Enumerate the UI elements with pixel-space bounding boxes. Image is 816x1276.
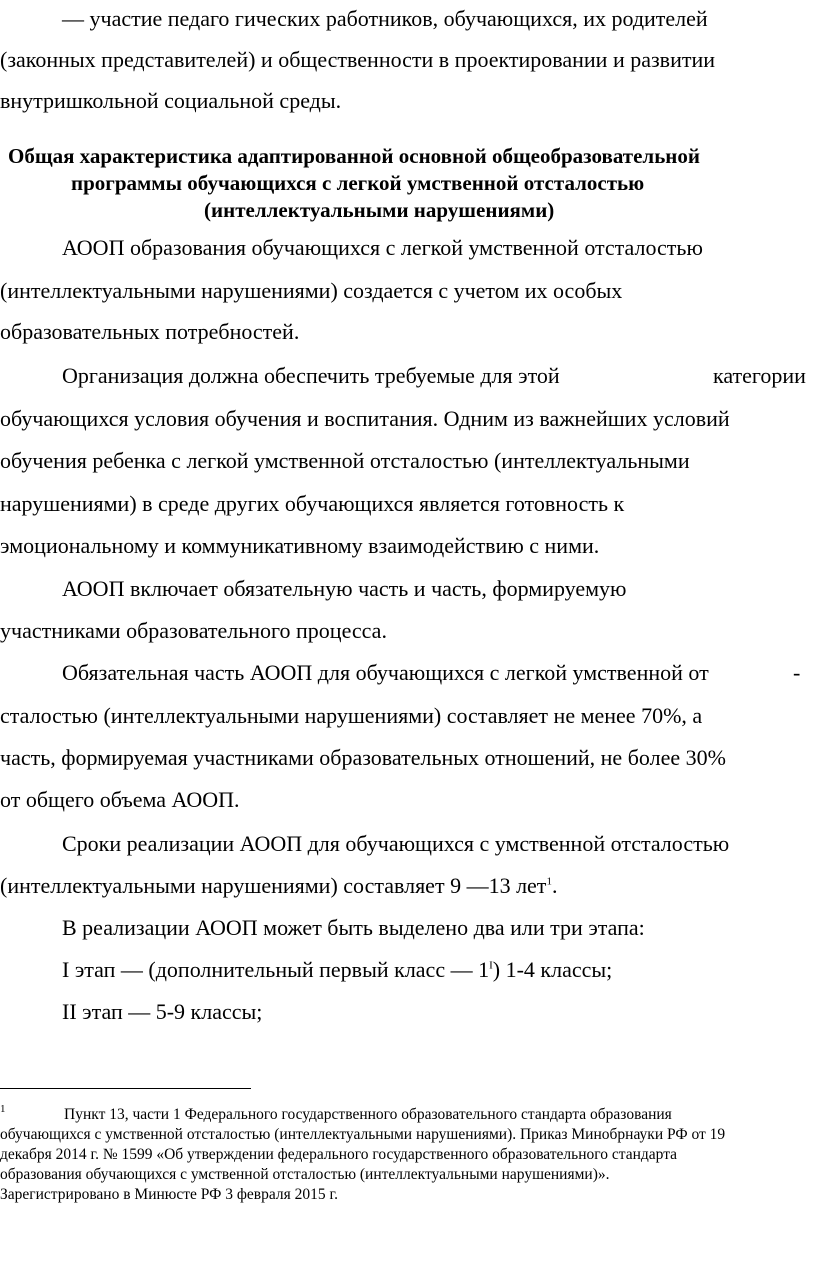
p5-line-2-end: . xyxy=(551,873,558,898)
intro-line-1: — участие педаго гических работников, обучающихся, их родителей xyxy=(62,6,708,31)
p2-line-2: обучающихся условия обучения и воспитания. Одним из важнейших условий xyxy=(0,406,730,431)
stage-1-sup: I xyxy=(489,959,493,972)
footnote-mark: 1 xyxy=(0,1103,6,1115)
stage-2: II этап — 5-9 классы; xyxy=(62,999,263,1024)
intro-line-2: (законных представителей) и общественности в проектировании и развитии xyxy=(0,47,715,72)
p6-line-1: В реализации АООП может быть выделено два или три этапа: xyxy=(62,915,645,940)
footnote-line-2: обучающихся с умственной отсталостью (интеллектуальными нарушениями). Приказ Минобрнауки РФ от 19 xyxy=(0,1126,726,1143)
footnote-separator xyxy=(0,1088,251,1089)
footnote-line-5: Зарегистрировано в Минюсте РФ 3 февраля 2015 г. xyxy=(0,1186,338,1203)
footnote-line-4: образования обучающихся с умственной отсталостью (интеллектуальными нарушениями)». xyxy=(0,1166,610,1183)
p4-line-1-right: - xyxy=(793,660,801,685)
p2-line-1-right: категории xyxy=(713,363,806,388)
footnote-ref-1: 1 xyxy=(546,875,552,888)
p2-line-3: обучения ребенка с легкой умственной отсталостью (интеллектуальными xyxy=(0,448,690,473)
section-heading-line-3: (интеллектуальными нарушениями) xyxy=(204,198,555,222)
section-heading-line-2: программы обучающихся с легкой умственной отсталостью xyxy=(71,171,645,195)
stage-1-end: ) 1-4 классы; xyxy=(492,957,613,982)
p1-line-2: (интеллектуальными нарушениями) создается с учетом их особых xyxy=(0,278,623,303)
section-heading-line-1: Общая характеристика адаптированной основной общеобразовательной xyxy=(8,144,700,168)
p2-line-5: эмоциональному и коммуникативному взаимодействию с ними. xyxy=(0,533,600,558)
footnote-line-3: декабря 2014 г. № 1599 «Об утверждении федерального государственного образовательного стандарта xyxy=(0,1146,678,1163)
p4-line-3: часть, формируемая участниками образовательных отношений, не более 30% xyxy=(0,745,726,770)
p3-line-1: АООП включает обязательную часть и часть, формируемую xyxy=(62,576,627,601)
p4-line-4: от общего объема АООП. xyxy=(0,787,240,812)
p3-line-2: участниками образовательного процесса. xyxy=(0,618,387,643)
p4-line-1-left: Обязательная часть АООП для обучающихся с легкой умственной от xyxy=(62,660,709,685)
p5-line-2 xyxy=(0,873,557,899)
intro-line-3: внутришкольной социальной среды. xyxy=(0,88,342,113)
p2-line-4: нарушениями) в среде других обучающихся является готовность к xyxy=(0,491,625,516)
p1-line-3: образовательных потребностей. xyxy=(0,319,300,344)
p4-line-2: сталостью (интеллектуальными нарушениями) составляет не менее 70%, а xyxy=(0,703,703,728)
stage-1-text: I этап — (дополнительный первый класс — 1 xyxy=(62,957,490,982)
stage-1 xyxy=(62,957,612,983)
p1-line-1: АООП образования обучающихся с легкой умственной отсталостью xyxy=(62,235,703,260)
p2-line-1-left: Организация должна обеспечить требуемые для этой xyxy=(62,363,560,388)
footnote-line-1: Пункт 13, части 1 Федерального государственного образовательного стандарта образования xyxy=(64,1106,672,1123)
p5-line-2-text: (интеллектуальными нарушениями) составляет 9 —13 лет xyxy=(0,873,547,898)
p5-line-1: Сроки реализации АООП для обучающихся с умственной отсталостью xyxy=(62,831,730,856)
